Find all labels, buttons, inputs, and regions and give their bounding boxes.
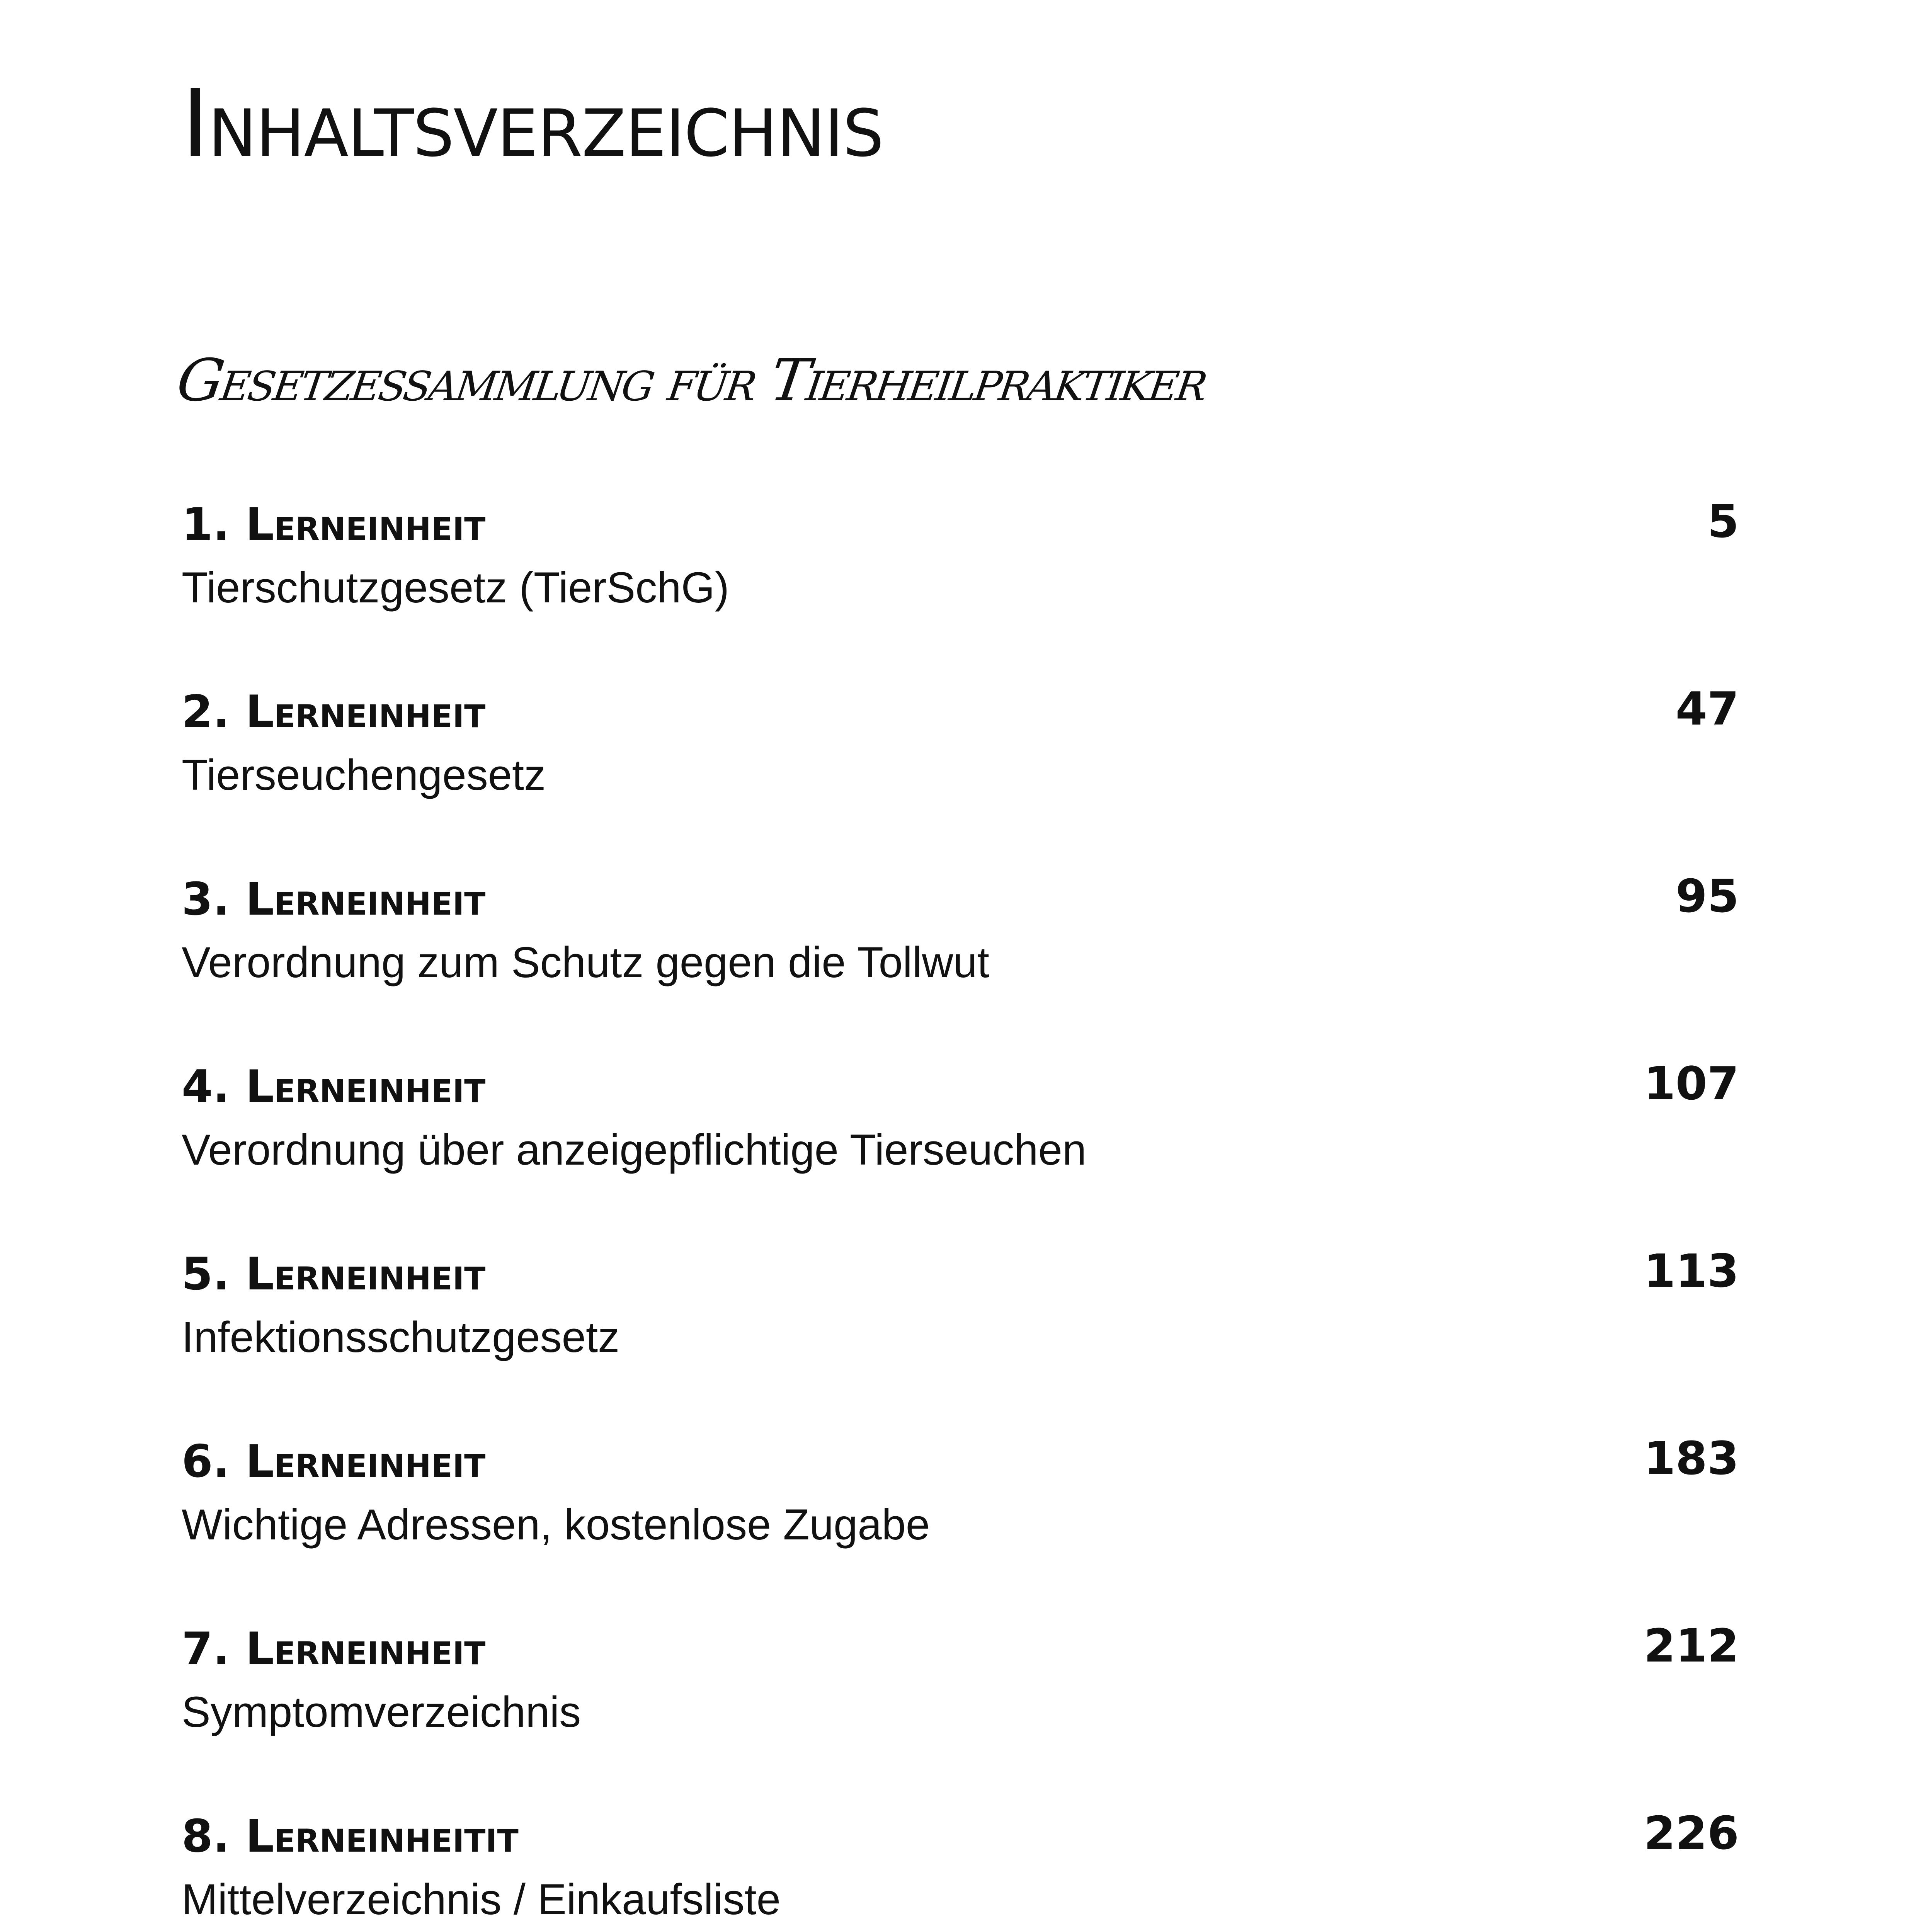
toc-entry xyxy=(182,1806,1739,1932)
toc-entry-description: Wichtige Adressen, kostenlose Zugabe xyxy=(182,1500,930,1549)
toc-entry-page-number: 47 xyxy=(1675,682,1739,735)
toc-entry-page-number: 226 xyxy=(1644,1806,1739,1860)
toc-entry-description: Tierschutzgesetz (TierSchG) xyxy=(182,563,729,612)
toc-entry xyxy=(182,495,1739,634)
toc-entry-heading: 6. Lerneinheit xyxy=(182,1435,486,1488)
toc-entry-description: Symptomverzeichnis xyxy=(182,1688,581,1736)
toc-entry xyxy=(182,1244,1739,1383)
toc-entry-page-number: 95 xyxy=(1675,869,1739,923)
toc-entry-description: Verordnung über anzeigepflichtige Tierseuchen xyxy=(182,1126,1087,1174)
toc-entry-page-number: 212 xyxy=(1644,1619,1739,1672)
toc-entry-page-number: 5 xyxy=(1707,495,1739,548)
toc-entry-heading: 3. Lerneinheit xyxy=(182,873,486,925)
toc-entry xyxy=(182,682,1739,821)
toc-entry xyxy=(182,869,1739,1009)
toc-entry xyxy=(182,1057,1739,1196)
toc-entry-heading: 5. Lerneinheit xyxy=(182,1248,486,1300)
collection-subtitle: Gesetzessammlung für Tierheilpraktiker xyxy=(173,347,1210,414)
toc-entry xyxy=(182,1432,1739,1571)
toc-entry-heading: 4. Lerneinheit xyxy=(182,1061,486,1113)
toc-entry-description: Infektionsschutzgesetz xyxy=(182,1313,620,1361)
toc-entry-page-number: 183 xyxy=(1644,1432,1739,1485)
toc-entry-heading: 2. Lerneinheit xyxy=(182,686,486,738)
toc-entry-page-number: 107 xyxy=(1644,1057,1739,1110)
toc-entry-heading: 8. Lerneinheitit xyxy=(182,1810,519,1862)
toc-entry-page-number: 113 xyxy=(1644,1244,1739,1298)
toc-entry-heading: 7. Lerneinheit xyxy=(182,1623,486,1675)
page-title: Inhaltsverzeichnis xyxy=(182,70,883,178)
toc-entry-description: Tierseuchengesetz xyxy=(182,751,546,799)
toc-entry-heading: 1. Lerneinheit xyxy=(182,498,486,551)
toc-entry-description: Mittelverzeichnis / Einkaufsliste xyxy=(182,1875,781,1923)
toc-entry-description: Verordnung zum Schutz gegen die Tollwut xyxy=(182,938,989,986)
toc-entry xyxy=(182,1619,1739,1758)
